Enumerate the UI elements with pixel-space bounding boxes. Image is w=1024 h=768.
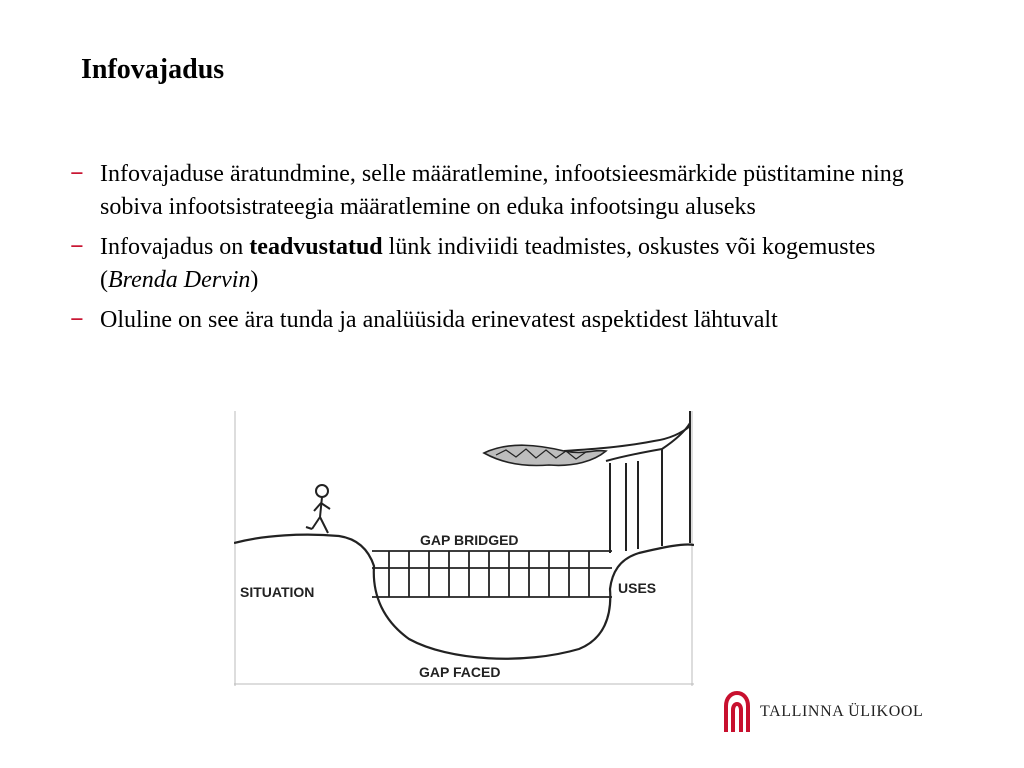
bullet-text: Infovajaduse äratundmine, selle määratlemine, infootsieesmärkide püstitamine ning sobiva infootsistrateegia määratlemine on eduka infootsingu aluseks [100,161,904,220]
bullet-text: Oluline on see ära tunda ja analüüsida erinevatest aspektidest lähtuvalt [100,307,778,333]
bullet-marker: − [70,307,84,333]
bullet-text-part: Infovajadus on [100,234,250,260]
gap-bridged-illustration [234,411,694,686]
bullet-marker: − [70,234,84,260]
label-uses: USES [618,580,657,596]
university-logo [722,690,923,734]
bullet-author: Brenda Dervin [108,267,251,293]
logo-text: TALLINNA ÜLIKOOL [760,703,924,720]
bullet-list [70,158,950,344]
label-situation: SITUATION [240,584,315,600]
label-gap-bridged: GAP BRIDGED [420,532,519,548]
label-gap-faced: GAP FACED [419,664,501,680]
bullet-marker: − [70,161,84,187]
bullet-item [70,231,950,297]
bullet-bold-term: teadvustatud [249,234,383,260]
arch-logo-icon [722,690,752,734]
bullet-item [70,158,950,224]
bullet-text-part: ) [250,267,259,293]
bullet-text-part: lünk indiviidi teadmistes, oskustes või kogemustes ( [100,234,876,293]
slide-title: Infovajadus [81,54,225,85]
bullet-item [70,304,950,337]
